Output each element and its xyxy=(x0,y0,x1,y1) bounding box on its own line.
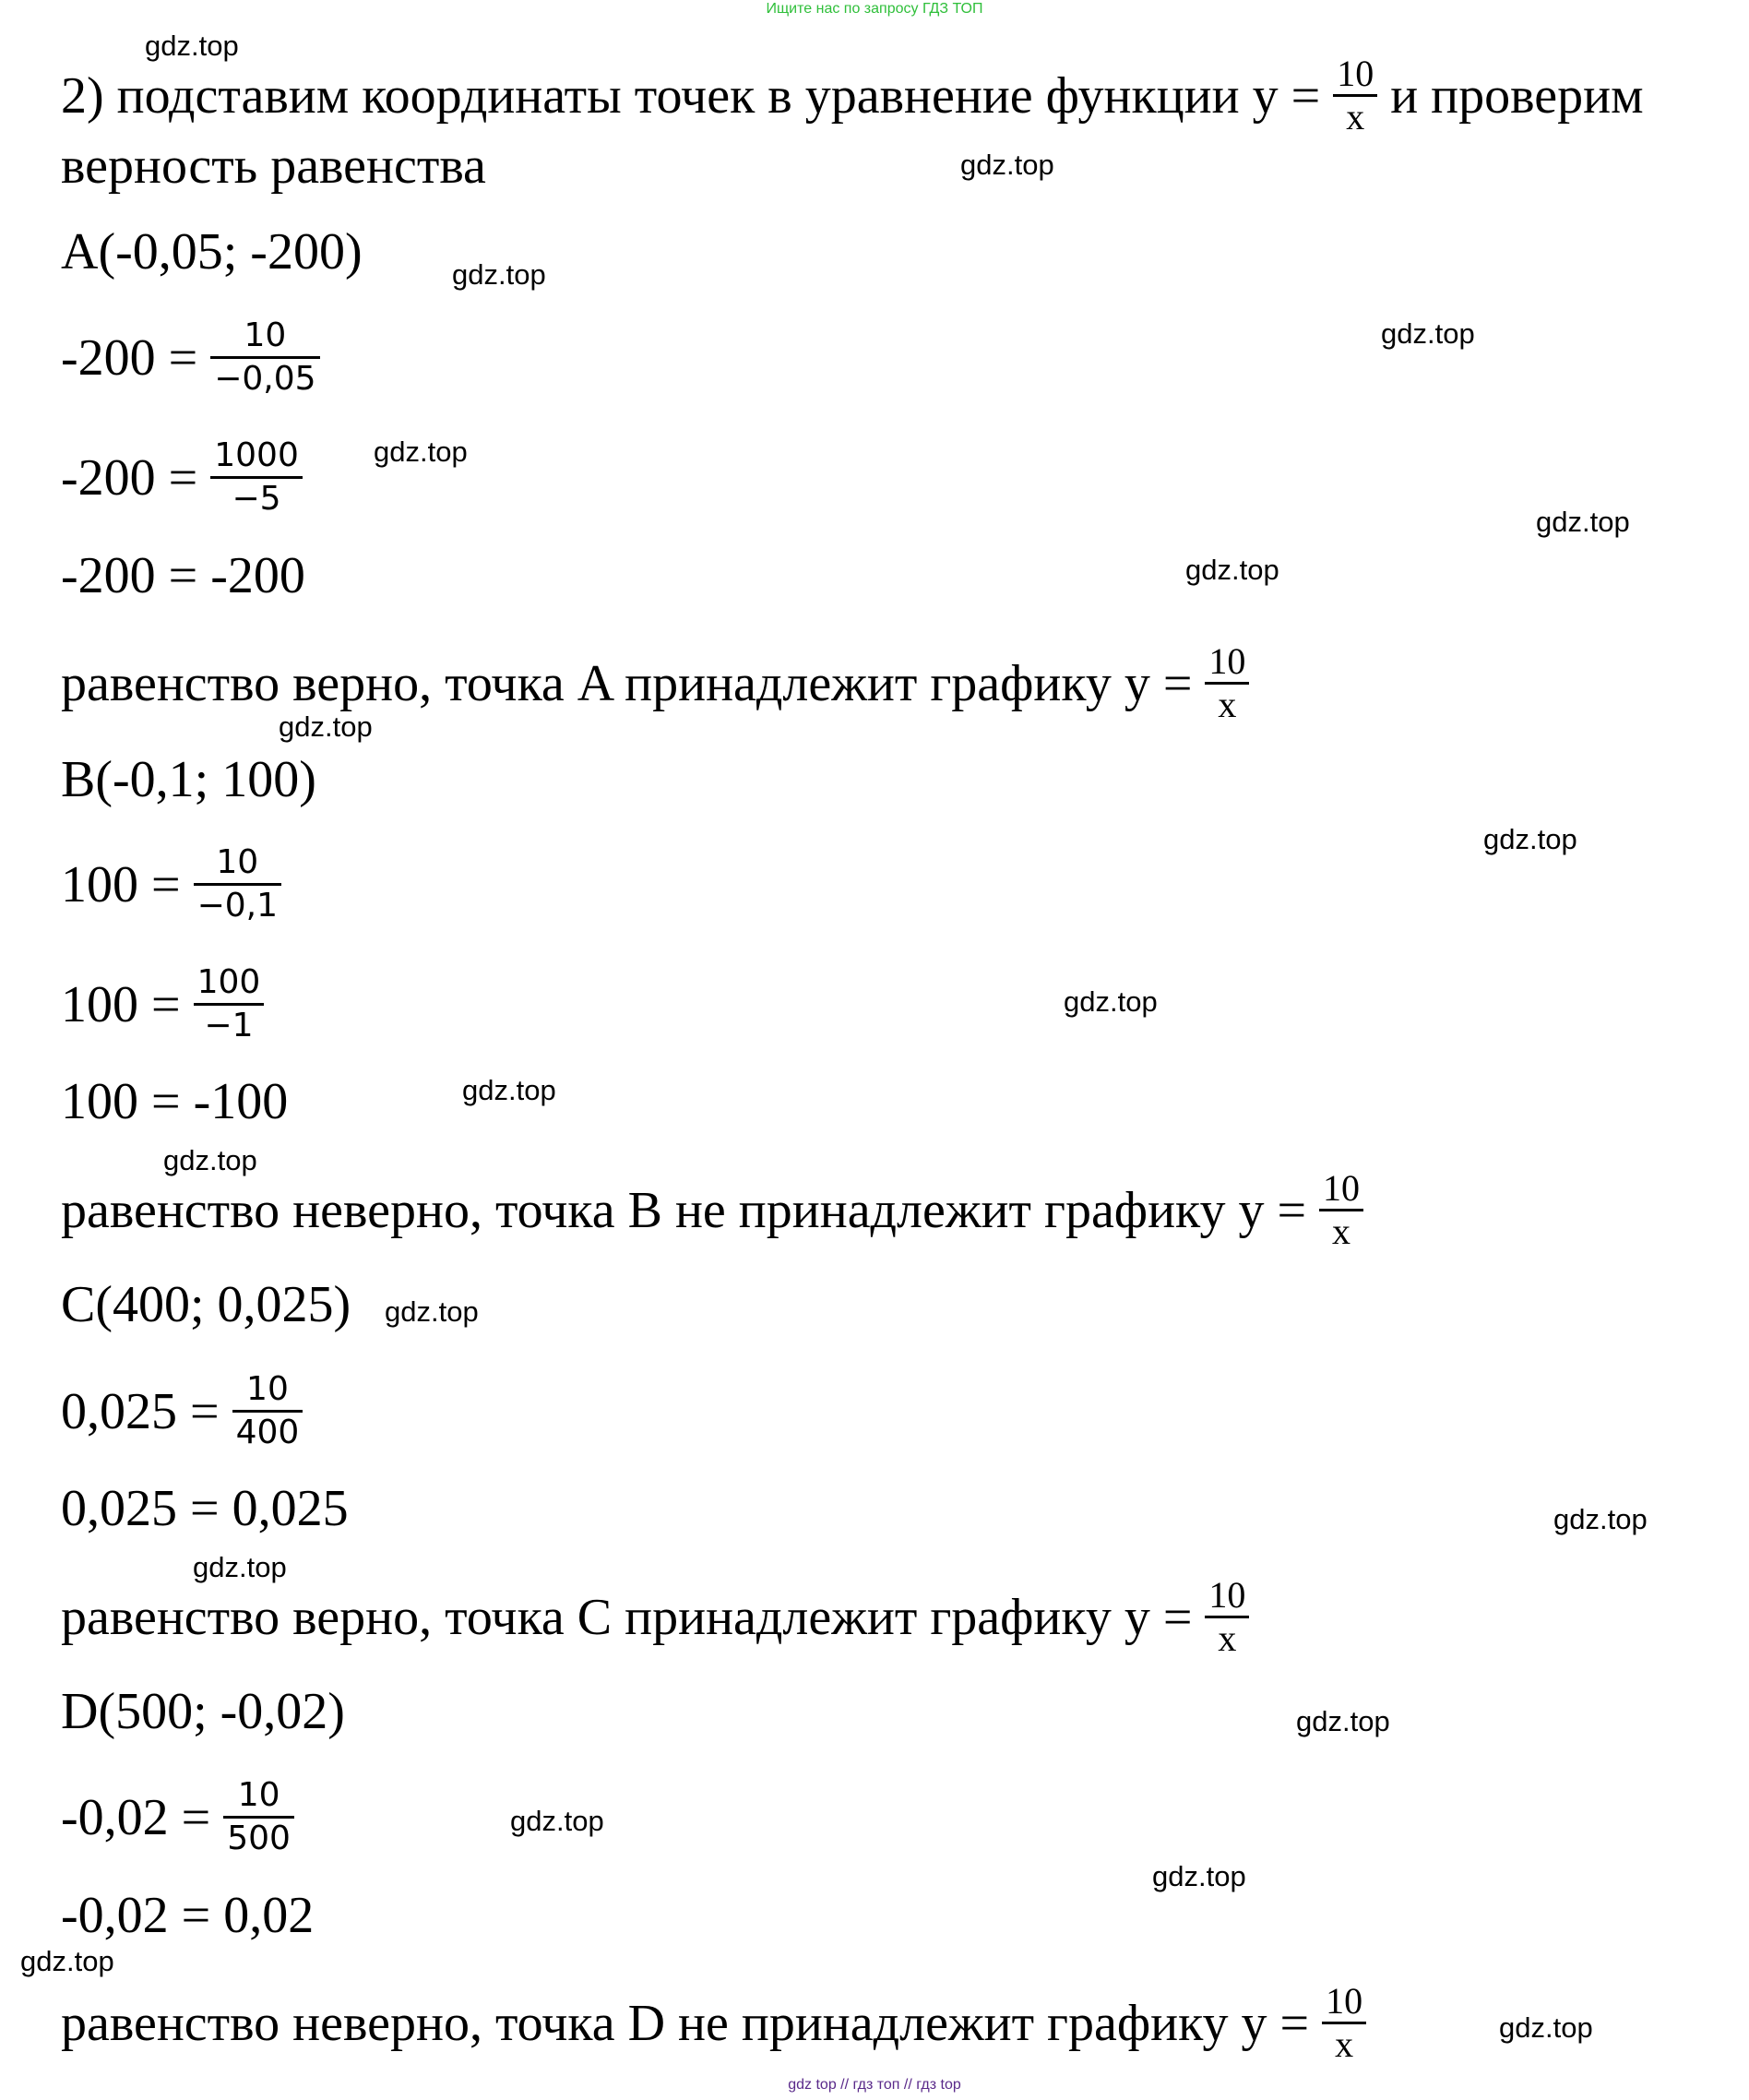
intro-suffix: и проверим xyxy=(1390,66,1644,125)
point-a-step-3: -200 = -200 xyxy=(61,547,305,604)
watermark: gdz.top xyxy=(1553,1503,1648,1535)
conclusion-fraction xyxy=(1205,641,1249,725)
watermark: gdz.top xyxy=(452,258,546,291)
equation-lhs: -200 = xyxy=(61,448,198,507)
equation-lhs: -0,02 = xyxy=(61,1788,211,1846)
equation-lhs: 100 = xyxy=(61,855,181,913)
footer-links xyxy=(0,2076,1749,2094)
watermark: gdz.top xyxy=(374,436,468,468)
fraction-denominator: −0,05 xyxy=(214,360,316,398)
fraction-denominator: x xyxy=(1332,1211,1351,1252)
intro-prefix: 2) подставим координаты точек в уравнение функции y = xyxy=(61,66,1321,125)
watermark: gdz.top xyxy=(279,710,373,743)
conclusion-text: равенство неверно, точка B не принадлежит графику y = xyxy=(61,1181,1307,1239)
watermark: gdz.top xyxy=(145,30,239,62)
fraction-numerator: 10 xyxy=(1326,1980,1363,2022)
equation-lhs: 0,025 = xyxy=(61,1382,220,1440)
equation-fraction xyxy=(210,316,319,400)
fraction-denominator: x xyxy=(1335,2023,1354,2065)
fraction-numerator: 100 xyxy=(196,963,261,1001)
footer-link[interactable]: гдз top xyxy=(916,2077,961,2093)
equation-lhs: -200 = xyxy=(61,328,198,387)
fraction-numerator: 10 xyxy=(244,316,287,354)
conclusion-text: равенство верно, точка C принадлежит графику y = xyxy=(61,1588,1193,1646)
point-a-conclusion xyxy=(61,641,1249,725)
point-b-step-1 xyxy=(61,842,281,926)
equation-fraction xyxy=(194,962,265,1046)
watermark: gdz.top xyxy=(1499,2011,1593,2044)
watermark: gdz.top xyxy=(385,1295,479,1328)
fraction-numerator: 10 xyxy=(216,843,259,881)
point-b-label: B(-0,1; 100) xyxy=(61,751,316,808)
watermark: gdz.top xyxy=(1381,317,1475,350)
conclusion-fraction xyxy=(1205,1575,1249,1659)
watermark: gdz.top xyxy=(1185,554,1279,586)
watermark: gdz.top xyxy=(1296,1705,1390,1737)
point-b-step-3: 100 = -100 xyxy=(61,1073,289,1130)
conclusion-fraction xyxy=(1319,1168,1363,1252)
fraction-denominator: −1 xyxy=(204,1007,254,1044)
intro-line-2: верность равенства xyxy=(61,137,486,195)
fraction-denominator: −5 xyxy=(232,480,281,518)
point-c-label: C(400; 0,025) xyxy=(61,1276,351,1333)
point-b-step-2 xyxy=(61,962,264,1046)
footer-link[interactable]: гдз топ xyxy=(852,2077,900,2093)
fraction-numerator: 10 xyxy=(1337,53,1374,94)
point-c-conclusion xyxy=(61,1575,1249,1659)
equation-lhs: 100 = xyxy=(61,975,181,1033)
footer-link[interactable]: gdz top xyxy=(788,2077,837,2093)
fraction-numerator: 10 xyxy=(237,1776,280,1814)
fraction-denominator: x xyxy=(1346,96,1365,137)
fraction-numerator: 10 xyxy=(246,1370,289,1408)
point-a-step-2 xyxy=(61,436,303,519)
watermark: gdz.top xyxy=(462,1074,556,1106)
fraction-denominator: 500 xyxy=(227,1820,291,1857)
fraction-denominator: 400 xyxy=(235,1414,300,1451)
equation-fraction xyxy=(194,842,281,926)
watermark: gdz.top xyxy=(20,1945,114,1977)
fraction-denominator: x xyxy=(1218,1617,1237,1659)
watermark: gdz.top xyxy=(1064,985,1158,1018)
fraction-numerator: 10 xyxy=(1208,640,1246,682)
fraction-denominator: x xyxy=(1218,684,1237,725)
equation-fraction xyxy=(223,1775,294,1859)
point-c-step-1 xyxy=(61,1369,303,1453)
conclusion-text: равенство верно, точка A принадлежит графику y = xyxy=(61,654,1193,712)
fraction-denominator: −0,1 xyxy=(196,887,279,925)
equation-fraction xyxy=(210,436,303,519)
watermark: gdz.top xyxy=(510,1805,604,1837)
fraction-numerator: 10 xyxy=(1323,1167,1361,1209)
point-d-step-3: -0,02 = 0,02 xyxy=(61,1887,315,1944)
fraction-numerator: 1000 xyxy=(214,436,299,474)
fraction-numerator: 10 xyxy=(1208,1574,1246,1616)
footer-separator: // xyxy=(840,2077,850,2093)
footer-separator: // xyxy=(903,2077,912,2093)
point-d-step-1 xyxy=(61,1775,294,1859)
equation-fraction xyxy=(232,1369,303,1453)
watermark: gdz.top xyxy=(163,1144,257,1176)
watermark: gdz.top xyxy=(193,1551,287,1583)
point-d-label: D(500; -0,02) xyxy=(61,1683,345,1740)
point-d-conclusion xyxy=(61,1981,1366,2065)
watermark: gdz.top xyxy=(1152,1860,1246,1892)
conclusion-fraction xyxy=(1322,1981,1366,2065)
watermark: gdz.top xyxy=(1483,823,1577,855)
watermark: gdz.top xyxy=(960,149,1054,181)
point-b-conclusion xyxy=(61,1168,1363,1252)
point-a-step-1 xyxy=(61,316,320,400)
intro-fraction xyxy=(1333,54,1377,137)
point-c-step-3: 0,025 = 0,025 xyxy=(61,1480,349,1537)
intro-line-1 xyxy=(61,54,1644,137)
conclusion-text: равенство неверно, точка D не принадлежит графику y = xyxy=(61,1994,1310,2052)
watermark: gdz.top xyxy=(1536,506,1630,538)
point-a-label: A(-0,05; -200) xyxy=(61,223,363,280)
header-banner[interactable]: Ищите нас по запросу ГДЗ ТОП xyxy=(766,1,983,17)
